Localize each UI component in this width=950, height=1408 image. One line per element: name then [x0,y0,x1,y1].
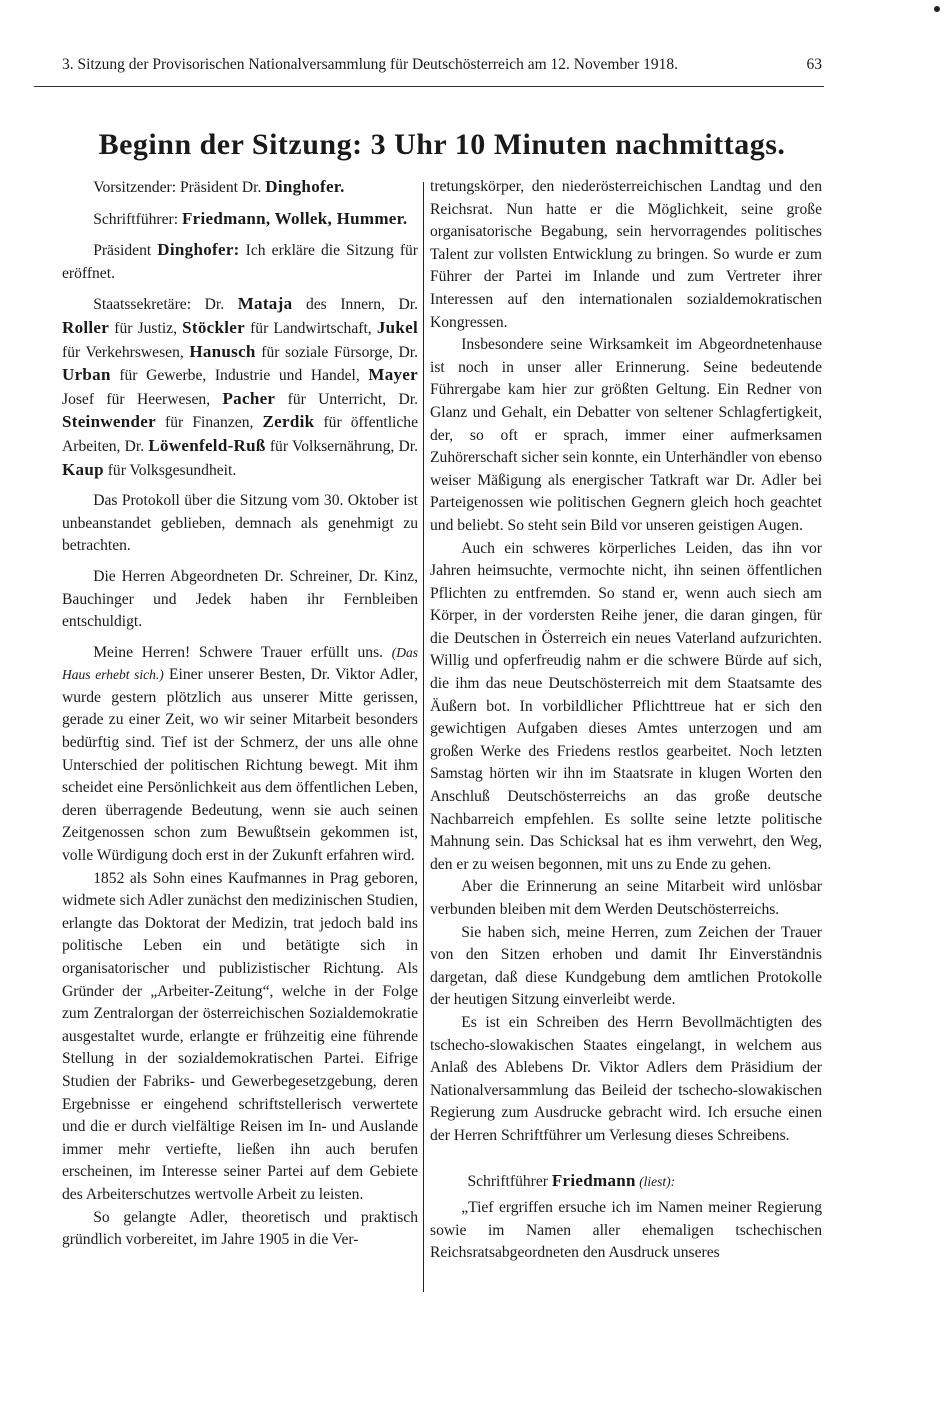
running-title: 3. Sitzung der Provisorischen Nationalversammlung für Deutschösterreich am 12. November 1918. [62,56,678,73]
paragraph [430,334,822,537]
text-run: Die Herren Abgeordneten Dr. Schreiner, Dr. Kinz, Bauchinger und Jedek haben ihr Fernbleiben entschuldigt. [62,567,418,631]
paragraph [430,538,822,877]
text-run: Es ist ein Schreiben des Herrn Bevollmächtigten des tschecho-slowakischen Staates eingelangt, in welchem aus Anlaß des Ablebens Dr. Viktor Adlers dem Präsidium der Nationalversammlung das Beileid der tschecho-slowakischen Regierung zum Ausdrucke gebracht wird. Ich ersuche einen der Herren Schriftführer um Verlesung dieses Schreibens. [430,1013,822,1144]
text-run: 1852 als Sohn eines Kaufmannes in Prag geboren, widmete sich Adler zunächst den medizinischen Studien, erlangte das Doktorat der Medizin, trat jedoch bald ins politische Leben ein und betätigte sich in organisatorischer und publizistischer Richtung. Als Gründer der „Arbeiter-Zeitung“, welche in der Folge zum Zentralorgan der österreichischen Sozialdemokratie ausgestaltet wurde, erlangte er frühzeitig eine führende Stellung in der sozialdemokratischen Partei. Eifrige Studien der Fabriks- und Gewerbegesetzgebung, deren Ergebnisse er eingehend schriftstellerisch verwertete und die er durch vielfältige Reisen im In- und Auslande immer mehr vertiefte, ließen ihn auch berufen erscheinen, im Interesse seiner Partei auf dem Gebiete des Arbeiterschutzes wertvolle Arbeit zu leisten. [62,869,418,1203]
name-emphasis: Kaup [62,459,104,479]
name-emphasis: Urban [62,365,111,385]
text-run: für Volksgesundheit. [103,461,237,479]
text-run: Vorsitzender: Präsident Dr. [93,179,266,196]
name-emphasis: Dinghofer. [265,177,345,196]
column-divider [423,182,424,1292]
paragraph [62,1207,418,1252]
text-run: für Landwirtschaft, [244,319,377,337]
text-run: Aber die Erinnerung an seine Mitarbeit wird unlösbar verbunden bleiben mit dem Werden Deutschösterreichs. [430,878,822,918]
text-run: Auch ein schweres körperliches Leiden, das ihn vor Jahren heimsuchte, vermochte nicht, ihn seinen öffentlichen Pflichten zu entfremden. So stand er, wenn auch siech am Körper, in der vordersten Reihe jener, die daran gingen, für die Deutschen in Österreich ein neues Vaterland aufzurichten. Willig und opferfreudig nahm er die schwere Bürde auf sich, die ihm das neue Deutschösterreich mit dem Staatsamte des Äußern bot. In vorbildlicher Pflichttreue hat er sich den gewichtigen Aufgaben dieses Amtes unterzogen und am großen Werke des Friedens restlos gearbeitet. Noch letzten Samstag hörten wir ihn im Staatsrate in klugen Worten den Anschluß Deutschösterreichs an das große deutsche Nachbarreich empfehlen. Es sollte seine letzte politische Mahnung sein. Das Schicksal hat es ihm verwehrt, den Weg, den er zu weisen begonnen, mit uns zu Ende zu gehen. [430,539,822,873]
text-run: Staatssekretäre: Dr. [93,296,238,314]
running-header [62,56,822,74]
text-run: für Unterricht, Dr. [275,390,418,408]
text-run: Insbesondere seine Wirksamkeit im Abgeordnetenhause ist noch in unser aller Erinnerung. Seine bedeutende Führergabe kam hier zur größten Geltung. Ein Redner von Glanz und Gehalt, ein Debatter von seltener Schlagfertigkeit, der, so oft er sprach, immer einer aufmerksamen Zuhörerschaft sicher sein konnte, ein Unterhändler von ebenso weiser Mäßigung als energischer Tatkraft war Dr. Adler bei Parteigenossen wie politischen Gegnern gleich hoch geachtet und beliebt. So steht sein Bild vor unseren geistigen Augen. [430,336,822,534]
paragraph [62,239,418,285]
paragraph [430,876,822,921]
left-column [62,176,418,1252]
text-run: Josef für Heerwesen, [62,390,223,408]
text-run: „Tief ergriffen ersuche ich im Namen meiner Regierung sowie im Namen aller ehemaligen tschechischen Reichsratsabgeordneten den Ausdruck unseres [430,1199,822,1262]
name-emphasis: Dinghofer: [157,240,240,260]
text-run: für Gewerbe, Industrie und Handel, [110,367,369,385]
paragraph [430,1197,822,1265]
text-run: tretungskörper, den niederösterreichischen Landtag und den Reichsrat. Nun hatte er die Möglichkeit, seine große organisatorische Begabung, sein hervorragendes politisches Talent zur vollsten Entwicklung zu bringen. So wurde er zum Führer der Partei im Inlande und zum Vertreter ihrer Interessen auf den internationalen sozialdemokratischen Kongressen. [430,178,822,331]
text-run: für öffentliche Arbeiten, Dr. [62,414,418,455]
text-run: für soziale Fürsorge, Dr. [255,343,418,361]
stage-direction: (Das Haus erhebt sich.) [62,644,418,683]
name-emphasis: Friedmann, Wollek, Hummer. [181,208,408,228]
text-run: Präsident [93,242,158,260]
right-column [430,176,822,1265]
speaker-heading [430,1170,822,1194]
paragraph [62,208,418,232]
paragraph [62,566,418,634]
text-run: Ich erkläre die Sitzung für eröffnet. [62,242,418,282]
paragraph [62,293,418,482]
text-run: Meine Herren! Schwere Trauer erfüllt uns. [93,643,392,661]
name-emphasis: Hanusch [189,341,256,361]
name-emphasis: Mataja [237,294,293,314]
text-run: für Justiz, [109,319,183,337]
text-run: für Volksernährung, Dr. [265,437,418,455]
text-run: So gelangte Adler, theoretisch und praktisch gründlich vorbereitet, im Jahre 1905 in die Ver- [62,1208,418,1249]
text-run: für Finanzen, [155,414,263,432]
name-emphasis: Pacher [222,388,276,408]
text-run: Sie haben sich, meine Herren, zum Zeichen der Trauer von den Sitzen erhoben und damit Ihr Einverständnis dargetan, daß diese Kundgebung dem amtlichen Protokolle der heutigen Sitzung einverleibt werde. [430,923,822,1009]
text-run: des Innern, Dr. [292,296,418,314]
paragraph [62,642,418,868]
name-emphasis: Zerdik [262,412,315,432]
text-run: Einer unserer Besten, Dr. Viktor Adler, wurde gestern plötzlich aus unserer Mitte gerissen, gerade zu einer Zeit, wo wir seiner Mitarbeit besonders bedürftig sind. Tief ist der Schmerz, der uns alle ohne Unterschied der politischen Richtung bewegt. Mit ihm scheidet eine Persönlichkeit aus dem öffentlichen Leben, deren überragende Bedeutung, wenn sie auch seinen Zeitgenossen schon zum Bewußtsein gekommen ist, volle Würdigung doch erst in der Zukunft erfahren wird. [62,666,418,865]
page-number: 63 [806,56,822,73]
text-run: Das Protokoll über die Sitzung vom 30. Oktober ist unbeanstandet geblieben, demnach als genehmigt zu betrachten. [62,492,418,555]
paragraph [62,868,418,1207]
paragraph [62,490,418,558]
paragraph [430,1012,822,1148]
name-emphasis: Steinwender [62,412,156,432]
text-run: für Verkehrswesen, [62,343,190,361]
paragraph [62,176,418,200]
scan-speck [934,6,940,12]
paragraph [430,922,822,1012]
name-emphasis: Jukel [376,317,418,337]
stage-direction: (liest): [635,1173,676,1189]
name-emphasis: Stöckler [182,317,245,337]
name-emphasis: Friedmann [551,1170,636,1190]
text-run: Schriftführer: [93,210,182,228]
text-run: Schriftführer [467,1172,552,1190]
paragraph [430,176,822,334]
header-rule [34,86,824,87]
name-emphasis: Mayer [368,365,418,385]
name-emphasis: Löwenfeld-Ruß [148,435,266,455]
name-emphasis: Roller [62,317,110,337]
session-title: Beginn der Sitzung: 3 Uhr 10 Minuten nachmittags. [98,128,786,161]
